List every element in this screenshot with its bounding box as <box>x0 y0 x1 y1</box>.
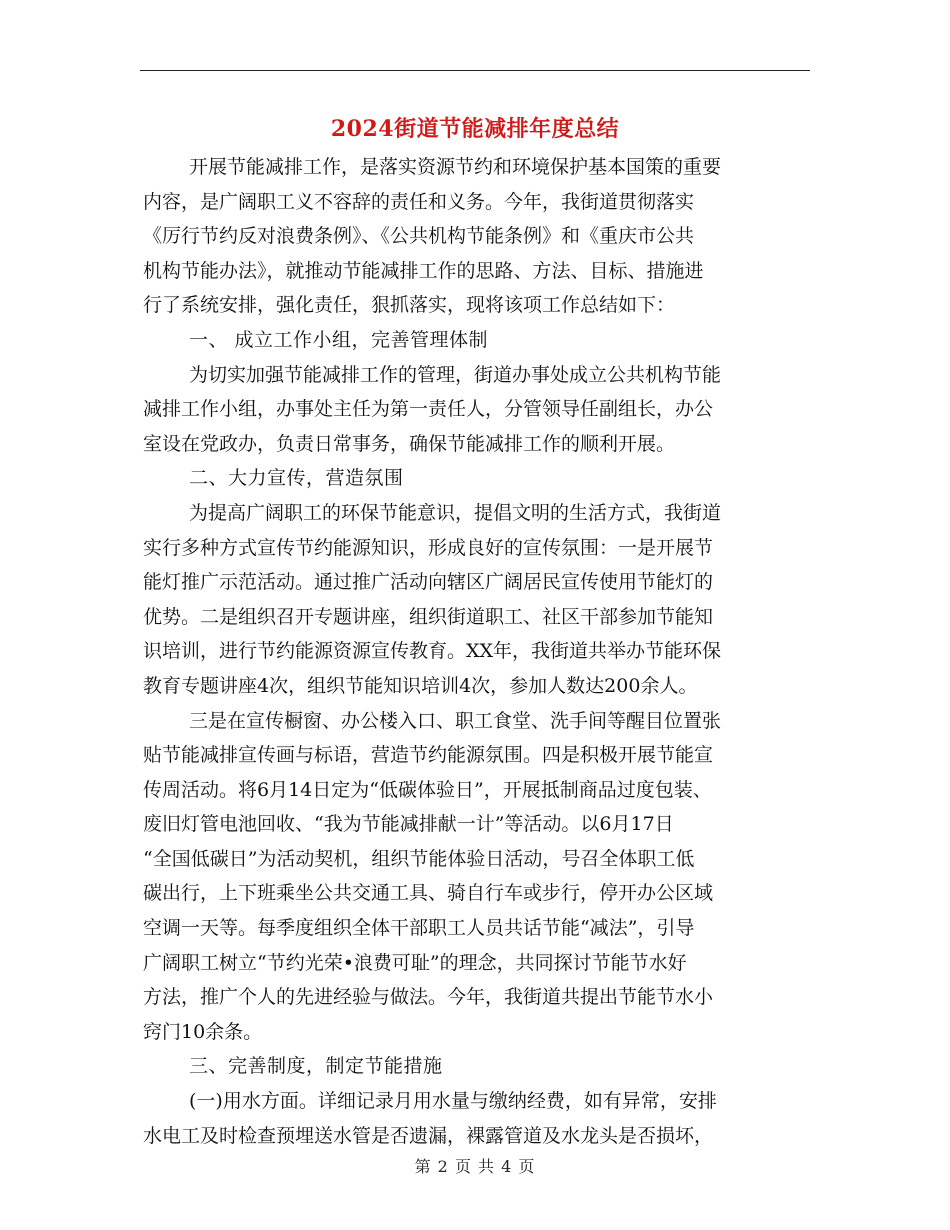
body-line: 室设在党政办，负责日常事务，确保节能减排工作的顺利开展。 <box>143 432 676 455</box>
section-heading: 一、 成立工作小组，完善管理体制 <box>189 328 489 351</box>
body-line: 贴节能减排宣传画与标语，营造节约能源氛围。四是积极开展节能宣 <box>143 744 714 767</box>
body-line: 优势。二是组织召开专题讲座，组织街道职工、社区干部参加节能知 <box>143 605 714 628</box>
body-line: 机构节能办法》，就推动节能减排工作的思路、方法、目标、措施进 <box>143 259 704 282</box>
body-line: 方法，推广个人的先进经验与做法。今年，我街道共提出节能节水小 <box>143 986 714 1009</box>
body-line: 为切实加强节能减排工作的管理，街道办事处成立公共机构节能 <box>189 363 722 386</box>
body-line: 开展节能减排工作，是落实资源节约和环境保护基本国策的重要 <box>189 156 722 178</box>
body-line: 窍门10余条。 <box>143 1020 263 1043</box>
body-line: 水电工及时检查预埋送水管是否遗漏，裸露管道及水龙头是否损坏， <box>143 1124 714 1147</box>
body-line: 减排工作小组，办事处主任为第一责任人，分管领导任副组长，办公 <box>143 398 714 421</box>
section-heading: 三、完善制度，制定节能措施 <box>189 1055 443 1078</box>
body-line: 《厉行节约反对浪费条例》、《公共机构节能条例》和《重庆市公共 <box>143 225 695 248</box>
body-line: 碳出行，上下班乘坐公共交通工具、骑自行车或步行，停开办公区域 <box>143 882 714 905</box>
body-line: 广阔职工树立“节约光荣•浪费可耻”的理念，共同探讨节能节水好 <box>143 951 687 974</box>
document-title: 2024街道节能减排年度总结 <box>330 116 620 142</box>
body-line: 教育专题讲座4次，组织节能知识培训4次，参加人数达200余人。 <box>143 674 698 697</box>
body-line: 三是在宣传橱窗、办公楼入口、职工食堂、洗手间等醒目位置张 <box>189 709 722 732</box>
body-line: 为提高广阔职工的环保节能意识，提倡文明的生活方式，我街道 <box>189 501 722 524</box>
header-rule <box>140 70 810 71</box>
body-line: 识培训，进行节约能源资源宣传教育。XX年，我街道共举办节能环保 <box>143 640 722 663</box>
body-line: 内容，是广阔职工义不容辞的责任和义务。今年，我街道贯彻落实 <box>143 190 695 213</box>
document-body <box>143 150 808 1153</box>
body-line: 能灯推广示范活动。通过推广活动向辖区广阔居民宣传使用节能灯的 <box>143 571 714 594</box>
body-line: 废旧灯管电池回收、“我为节能减排献一计”等活动。以6月17日 <box>143 813 674 836</box>
page-number: 第 2 页 共 4 页 <box>414 1157 536 1176</box>
body-line: “全国低碳日”为活动契机，组织节能体验日活动，号召全体职工低 <box>143 847 695 870</box>
body-line: 空调一天等。每季度组织全体干部职工人员共话节能“减法”，引导 <box>143 917 695 940</box>
body-line: 实行多种方式宣传节约能源知识，形成良好的宣传氛围：一是开展节 <box>143 536 714 559</box>
body-line: 行了系统安排，强化责任，狠抓落实，现将该项工作总结如下： <box>143 294 676 317</box>
body-line: (一)用水方面。详细记录月用水量与缴纳经费，如有异常，安排 <box>189 1090 717 1113</box>
body-line: 传周活动。将6月14日定为“低碳体验日”，开展抵制商品过度包装、 <box>143 778 712 801</box>
section-heading: 二、大力宣传，营造氛围 <box>189 467 404 490</box>
